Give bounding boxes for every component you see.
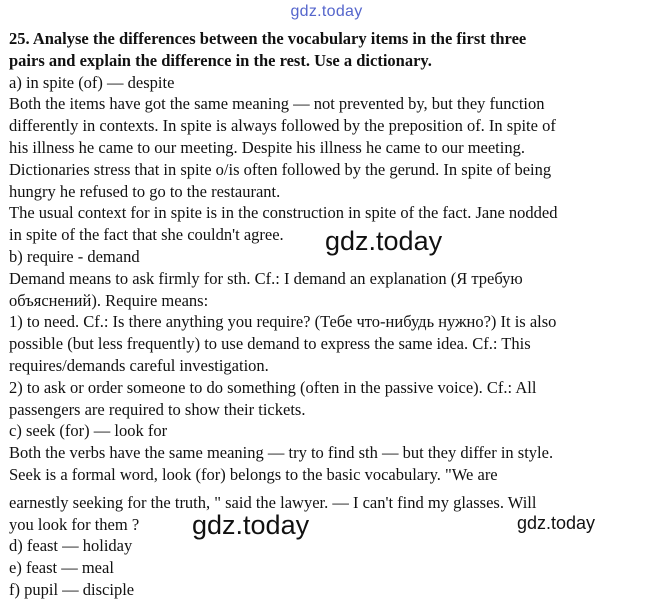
- pair-b-heading: b) require - demand: [9, 246, 140, 266]
- text-line: you look for them ?: [9, 514, 140, 534]
- watermark-bottom-right: gdz.today: [517, 513, 596, 533]
- watermark-top: gdz.today: [290, 3, 363, 20]
- text-line: differently in contexts. In spite is always followed by the preposition of. In spite of: [9, 116, 556, 136]
- pair-f-heading: f) pupil — disciple: [9, 579, 135, 599]
- exercise-title-line-1: 25. Analyse the differences between the vocabulary items in the first three: [9, 29, 527, 48]
- text-line: The usual context for in spite is in the construction in spite of the fact. Jane nodded: [9, 203, 558, 223]
- exercise-title-line-2: pairs and explain the difference in the rest. Use a dictionary.: [9, 50, 432, 70]
- text-line: passengers are required to show their tickets.: [9, 399, 306, 419]
- text-line: earnestly seeking for the truth, " said the lawyer. — I can't find my glasses. Will: [9, 492, 537, 512]
- pair-e-heading: e) feast — meal: [9, 558, 114, 578]
- text-line: possible (but less frequently) to use demand to express the same idea. Cf.: This: [9, 334, 531, 354]
- text-line: Seek is a formal word, look (for) belongs to the basic vocabulary. "We are: [9, 464, 498, 484]
- pair-d-heading: d) feast — holiday: [9, 536, 133, 556]
- text-line: his illness he came to our meeting. Despite his illness he came to our meeting.: [9, 137, 525, 157]
- text-line: Both the items have got the same meaning — not prevented by, but they function: [9, 94, 545, 114]
- watermark-middle: gdz.today: [325, 226, 443, 256]
- text-line: 2) to ask or order someone to do something (often in the passive voice). Cf.: All: [9, 377, 537, 397]
- text-line: Both the verbs have the same meaning — try to find sth — but they differ in style.: [9, 443, 554, 463]
- text-line: Demand means to ask firmly for sth. Cf.: I demand an explanation (Я требую: [9, 268, 523, 288]
- text-line: hungry he refused to go to the restaurant.: [9, 181, 281, 201]
- text-line: 1) to need. Cf.: Is there anything you require? (Тебе что-нибудь нужно?) It is also: [9, 312, 557, 332]
- watermark-bottom-left: gdz.today: [192, 510, 310, 540]
- text-line: Dictionaries stress that in spite o/is often followed by the gerund. In spite of being: [9, 159, 552, 179]
- text-line: requires/demands careful investigation.: [9, 355, 269, 375]
- text-line: объяснений). Require means:: [9, 290, 209, 310]
- text-line: in spite of the fact that she couldn't agree.: [9, 225, 284, 245]
- pair-a-heading: a) in spite (of) — despite: [9, 72, 175, 92]
- pair-c-heading: c) seek (for) — look for: [9, 421, 168, 441]
